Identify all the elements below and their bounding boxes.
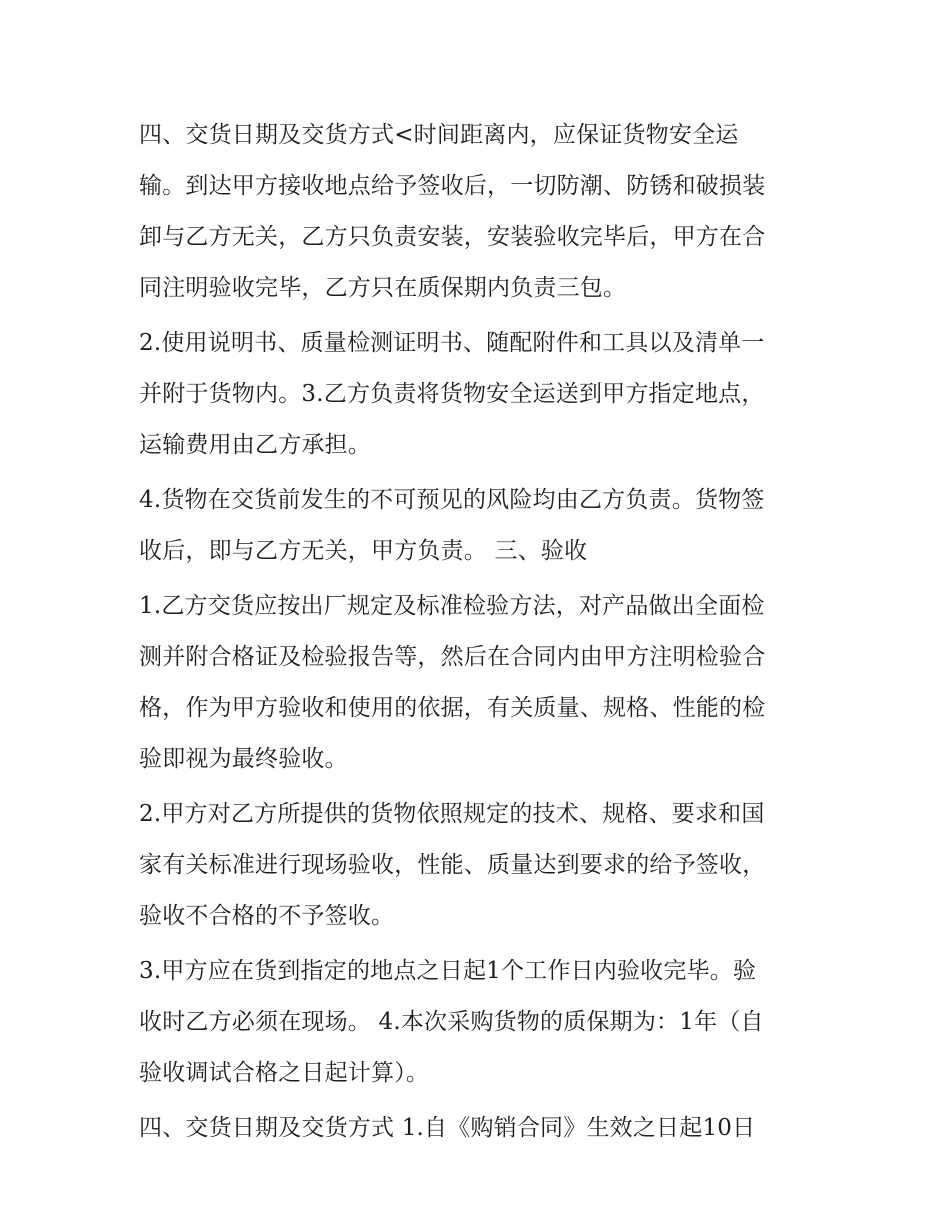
- paragraph-risk-acceptance: 4.货物在交货前发生的不可预见的风险均由乙方负责。货物签 收后，即与乙方无关，甲方负责。 三、验收: [139, 487, 765, 564]
- paragraph-inspection-method: 1.乙方交货应按出厂规定及标准检验方法，对产品做出全面检 测并附合格证及检验报告等，然后在合同内由甲方注明检验合 格，作为甲方验收和使用的依据，有关质量、规格、性能的检 验即视为最终验收。: [139, 593, 766, 772]
- paragraph-onsite-acceptance: 2.甲方对乙方所提供的货物依照规定的技术、规格、要求和国 家有关标准进行现场验收，性能、质量达到要求的给予签收， 验收不合格的不予签收。: [139, 801, 766, 929]
- paragraph-delivery-terms: 四、交货日期及交货方式<时间距离内，应保证货物安全运 输。到达甲方接收地点给予签收后，一切防潮、防锈和破损装 卸与乙方无关，乙方只负责安装，安装验收完毕后，甲方在合 同注明验收完毕，乙方只在质保期内负责三包。: [139, 122, 766, 301]
- paragraph-acceptance-warranty: 3.甲方应在货到指定的地点之日起1个工作日内验收完毕。验 收时乙方必须在现场。 4.本次采购货物的质保期为：1年（自 验收调试合格之日起计算）。: [139, 958, 764, 1086]
- document-body: [139, 110, 819, 1158]
- paragraph-manuals-transport: 2.使用说明书、质量检测证明书、随配附件和工具以及清单一 并附于货物内。3.乙方负责将货物安全运送到甲方指定地点， 运输费用由乙方承担。: [139, 330, 765, 458]
- paragraph-delivery-date: 四、交货日期及交货方式 1.自《购销合同》生效之日起10日: [139, 1115, 756, 1141]
